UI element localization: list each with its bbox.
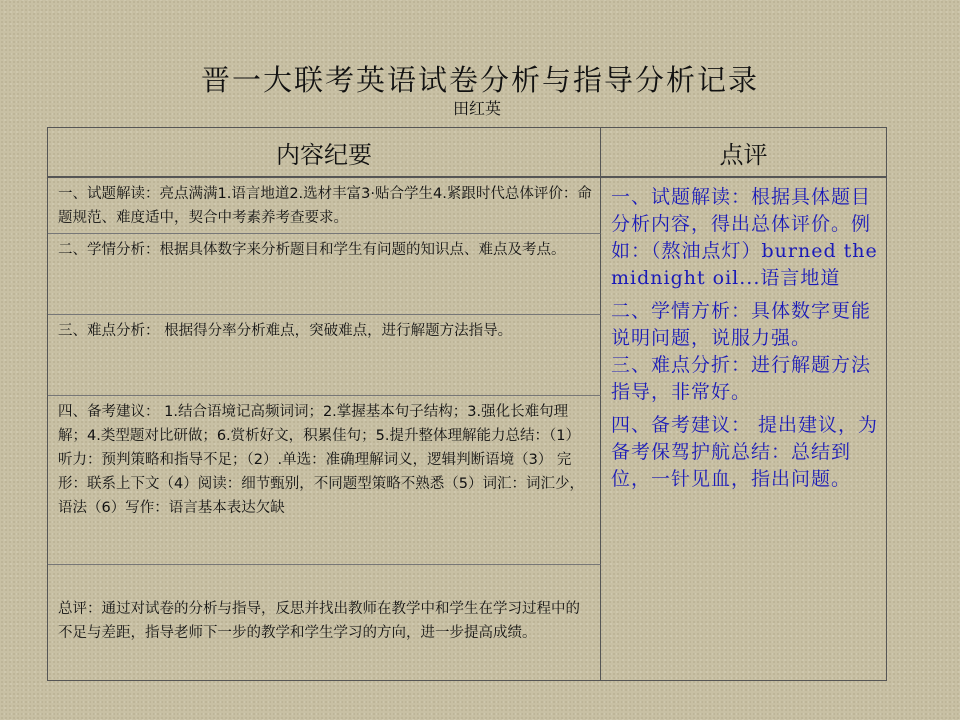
comment-exam-suggestions: 四、备考建议： 提出建议，为备考保驾护航总结：总结到位，一针见血，指出问题。 (611, 414, 879, 490)
comment-test-interpretation: 一、试题解读：根据具体题目分析内容，得出总体评价。例如：（熬油点灯）burned the midnight oil...语言地道 (611, 186, 878, 289)
row-test-interpretation: 一、试题解读：亮点满满1.语言地道2.选材丰富3·贴合学生4.紧跟时代总体评价：命题规范、难度适中，契合中考素养考查要求。 (48, 178, 601, 234)
comment-difficulty-analysis: 三、难点分折：进行解题方法指导，非常好。 (611, 354, 872, 403)
header-comments: 点评 (601, 128, 886, 178)
row-difficulty-analysis: 三、难点分析： 根据得分率分析难点，突破难点，进行解题方法指导。 (48, 315, 601, 396)
row-learning-analysis: 二、学情分析：根据具体数字来分析题目和学生有问题的知识点、难点及考点。 (48, 234, 601, 315)
author-name: 田红英 (452, 99, 501, 118)
row-overall-summary: 总评：通过对试卷的分析与指导，反思并找出教师在教学中和学生在学习过程中的不足与差距，指导老师下一步的教学和学生学习的方向，进一步提高成绩。 (48, 565, 601, 680)
header-content-summary: 内容纪要 (48, 128, 601, 178)
comment-learning-analysis: 二、学情方析：具体数字更能说明问题，说服力强。 (611, 300, 872, 349)
comment-column (601, 178, 886, 680)
analysis-table (47, 127, 887, 681)
page-title: 晋一大联考英语试卷分析与指导分析记录 (200, 63, 759, 97)
row-exam-suggestions: 四、备考建议： 1.结合语境记高频词词；2.掌握基本句子结构；3.强化长难句理解；4.类型题对比研做；6.赏析好文，积累佳句；5.提升整体理解能力总结：（1）听力：预判策略和指导不足；（2）.单选：准确理解词义，逻辑判断语境（3） 完形：联系上下文（4）阅读：细节甄别，不同题型策略不熟悉（5）词汇：词汇少，语法（6）写作：语言基本表达欠缺 (48, 396, 601, 565)
